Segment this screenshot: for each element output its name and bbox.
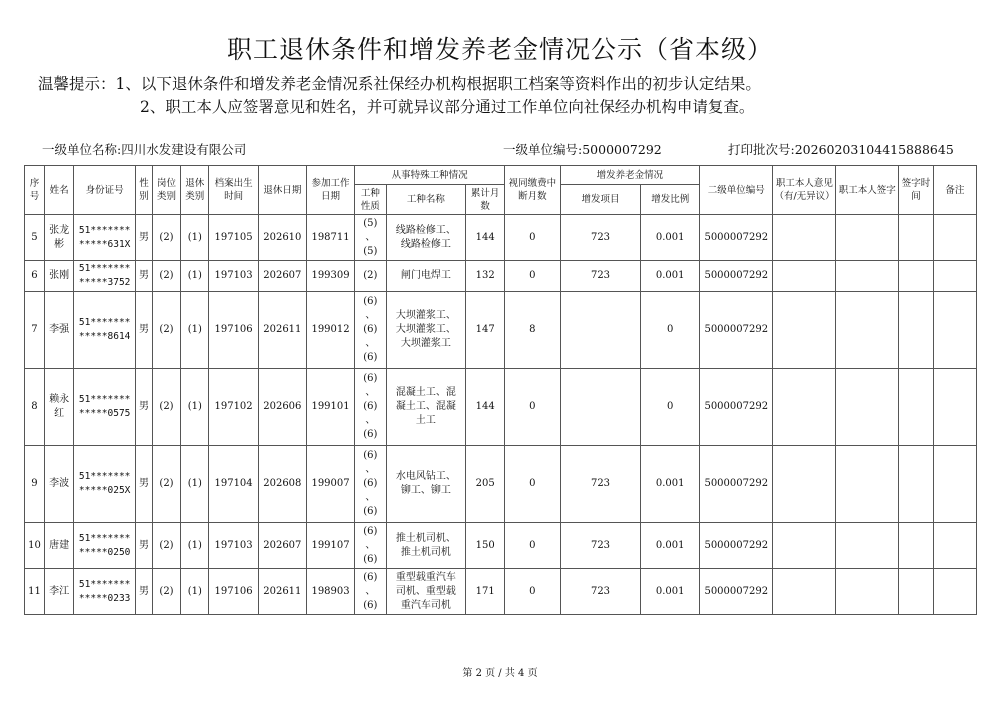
col-retire-type: 退休类别 [181,166,209,215]
cell-special-nature-line: (6) [363,478,378,489]
cell-increase-ratio: 0.001 [641,523,700,569]
cell-birth: 197104 [209,446,258,523]
cell-gender: 男 [136,215,153,261]
cell-sign-time [899,261,934,292]
table-row [25,261,977,292]
cell-special-nature-line: 、 [365,539,376,551]
cell-unit2-code: 5000007292 [700,446,773,523]
cell-special-months: 132 [466,261,505,292]
cell-id [74,215,136,261]
cell-increase-ratio: 0 [641,292,700,369]
cell-id [74,292,136,369]
cell-special-months: 147 [466,292,505,369]
cell-signature [836,292,899,369]
cell-birth: 197103 [209,523,258,569]
cell-special-months: 144 [466,215,505,261]
cell-retire-date: 202611 [258,292,306,369]
cell-gender: 男 [136,261,153,292]
col-name: 姓名 [44,166,73,215]
col-seq: 序号 [25,166,45,215]
cell-increase-ratio: 0.001 [641,569,700,615]
cell-interrupt: 0 [505,261,561,292]
cell-special-nature-line: (6) [363,352,378,363]
cell-sign-time [899,446,934,523]
cell-special-nature-line: 、 [365,310,376,321]
unit-name-field [42,140,246,158]
tip-text-1: 1、以下退休条件和增发养老金情况系社保经办机构根据职工档案等资料作出的初步认定结果。 [115,75,761,93]
col-special-name: 工种名称 [386,185,466,215]
cell-special-name-line: 混凝土工、混 [395,387,456,398]
cell-retire-date: 202606 [258,369,306,446]
col-work-date: 参加工作日期 [306,166,354,215]
col-sign-time: 签字时间 [899,166,934,215]
batch-value: 20260203104415888645 [794,142,954,157]
cell-special-nature-line: 、 [365,387,376,398]
col-id: 身份证号 [74,166,136,215]
cell-interrupt: 0 [505,523,561,569]
cell-sign-time [899,523,934,569]
cell-name: 唐建 [44,523,73,569]
cell-seq: 10 [25,523,45,569]
cell-special-nature-line: 、 [365,415,376,426]
col-birth: 档案出生时间 [209,166,258,215]
cell-unit2-code: 5000007292 [700,215,773,261]
tip-line-1 [38,73,761,96]
cell-post-type: (2) [152,569,180,615]
cell-special-nature [355,369,386,446]
cell-increase-ratio: 0 [641,369,700,446]
cell-opinion [773,569,836,615]
id-part-2: *****8614 [78,331,131,342]
cell-special-name [386,292,466,369]
page-footer: 第 2 页 / 共 4 页 [462,668,538,679]
cell-post-type: (2) [152,369,180,446]
cell-special-nature [355,569,386,615]
cell-special-name-line: 司机、重型载 [395,585,456,597]
cell-special-name-line: 凝土工、混凝 [395,401,456,412]
cell-special-name-line: 推土机司机、 [395,532,456,544]
cell-signature [836,446,899,523]
cell-interrupt: 0 [505,215,561,261]
cell-special-name [386,369,466,446]
cell-remark [933,369,976,446]
cell-gender: 男 [136,523,153,569]
batch-label: 打印批次号: [728,142,795,157]
unit-name-label: 一级单位名称: [42,142,122,157]
col-special-nature: 工种性质 [355,185,386,215]
cell-post-type: (2) [152,446,180,523]
cell-work-date: 198903 [306,569,354,615]
cell-special-nature-line: 、 [365,585,376,597]
unit-code-field [503,140,662,158]
cell-special-months: 144 [466,369,505,446]
cell-increase-item: 723 [560,446,641,523]
col-opinion: 职工本人意见（有/无异议） [773,166,836,215]
cell-unit2-code: 5000007292 [700,569,773,615]
cell-increase-item: 723 [560,523,641,569]
cell-opinion [773,215,836,261]
cell-special-nature [355,215,386,261]
cell-seq: 9 [25,446,45,523]
col-retire-date: 退休日期 [258,166,306,215]
cell-special-months: 171 [466,569,505,615]
col-special-group: 从事特殊工种情况 [355,166,505,185]
cell-seq: 8 [25,369,45,446]
cell-special-nature-line: 、 [365,231,376,243]
cell-work-date: 199012 [306,292,354,369]
cell-retire-date: 202611 [258,569,306,615]
cell-special-nature-line: (6) [363,296,378,307]
col-signature: 职工本人签字 [836,166,899,215]
cell-special-nature-line: (6) [363,401,378,412]
cell-name: 张刚 [44,261,73,292]
table-row [25,369,977,446]
cell-work-date: 198711 [306,215,354,261]
cell-special-nature-line: (6) [363,429,378,440]
cell-retire-type: (1) [181,292,209,369]
id-part-2: *****0575 [78,408,131,419]
cell-gender: 男 [136,569,153,615]
col-increase-item: 增发项目 [560,185,641,215]
cell-unit2-code: 5000007292 [700,369,773,446]
cell-special-nature-line: (2) [363,270,378,281]
cell-special-nature-line: (5) [363,217,378,229]
cell-seq: 6 [25,261,45,292]
id-part-2: *****0250 [78,546,131,558]
cell-retire-type: (1) [181,523,209,569]
cell-retire-date: 202610 [258,215,306,261]
cell-seq: 5 [25,215,45,261]
tip-line-2: 2、职工本人应签署意见和姓名，并可就异议部分通过工作单位向社保经办机构申请复查。 [140,98,755,116]
cell-id [74,446,136,523]
cell-retire-date: 202608 [258,446,306,523]
cell-work-date: 199107 [306,523,354,569]
cell-special-name [386,569,466,615]
cell-increase-item [560,292,641,369]
retirement-table [24,165,977,615]
cell-name: 张龙彬 [44,215,73,261]
cell-birth: 197106 [209,292,258,369]
cell-interrupt: 0 [505,569,561,615]
cell-retire-type: (1) [181,369,209,446]
cell-increase-ratio: 0.001 [641,446,700,523]
cell-increase-item: 723 [560,261,641,292]
id-part-1: 51******* [78,532,131,544]
cell-remark [933,215,976,261]
cell-special-nature-line: (6) [363,373,378,384]
cell-post-type: (2) [152,292,180,369]
cell-name: 李波 [44,446,73,523]
cell-opinion [773,261,836,292]
cell-post-type: (2) [152,215,180,261]
unit-code-value: 5000007292 [582,142,662,157]
cell-interrupt: 0 [505,446,561,523]
cell-special-nature [355,446,386,523]
cell-sign-time [899,292,934,369]
cell-retire-type: (1) [181,569,209,615]
cell-signature [836,523,899,569]
cell-unit2-code: 5000007292 [700,292,773,369]
cell-remark [933,446,976,523]
cell-special-name-line: 线路检修工 [400,238,451,250]
cell-post-type: (2) [152,523,180,569]
cell-opinion [773,446,836,523]
col-interrupt: 视同缴费中断月数 [505,166,561,215]
cell-retire-type: (1) [181,446,209,523]
cell-remark [933,523,976,569]
cell-special-name-line: 闸门电焊工 [400,270,451,281]
cell-birth: 197103 [209,261,258,292]
col-increase-ratio: 增发比例 [641,185,700,215]
cell-name: 李江 [44,569,73,615]
cell-special-name-line: 线路检修工、 [395,224,456,236]
batch-field [728,140,954,158]
cell-retire-date: 202607 [258,523,306,569]
cell-special-nature-line: (6) [363,553,378,565]
cell-special-nature [355,261,386,292]
table-row [25,215,977,261]
cell-work-date: 199007 [306,446,354,523]
unit-name-value: 四川水发建设有限公司 [121,142,247,157]
cell-retire-type: (1) [181,261,209,292]
col-gender: 性别 [136,166,153,215]
cell-special-name-line: 大坝灌浆工 [400,338,451,349]
cell-increase-ratio: 0.001 [641,261,700,292]
cell-special-name-line: 铆工、铆工 [400,485,451,496]
id-part-1: 51******* [78,471,131,482]
cell-interrupt: 8 [505,292,561,369]
cell-special-name-line: 大坝灌浆工、 [395,310,456,321]
cell-special-nature-line: (6) [363,571,378,583]
col-increase-group: 增发养老金情况 [560,166,699,185]
page-title: 职工退休条件和增发养老金情况公示（省本级） [226,35,773,64]
cell-sign-time [899,569,934,615]
id-part-1: 51******* [78,224,131,236]
cell-id [74,261,136,292]
cell-signature [836,261,899,292]
cell-special-name-line: 水电风钻工、 [395,471,456,482]
cell-unit2-code: 5000007292 [700,261,773,292]
cell-increase-item: 723 [560,569,641,615]
cell-birth: 197105 [209,215,258,261]
cell-signature [836,215,899,261]
cell-special-name [386,446,466,523]
table-row [25,292,977,369]
id-part-2: *****631X [78,238,131,250]
cell-special-name [386,523,466,569]
cell-name: 李强 [44,292,73,369]
col-unit2-code: 二级单位编号 [700,166,773,215]
cell-seq: 7 [25,292,45,369]
cell-special-nature-line: 、 [365,464,376,475]
cell-increase-ratio: 0.001 [641,215,700,261]
cell-special-name [386,215,466,261]
cell-sign-time [899,215,934,261]
cell-id [74,523,136,569]
cell-opinion [773,292,836,369]
cell-seq: 11 [25,569,45,615]
cell-special-nature-line: (6) [363,324,378,335]
cell-special-nature-line: (6) [363,506,378,517]
unit-code-label: 一级单位编号: [503,142,583,157]
cell-signature [836,569,899,615]
cell-opinion [773,523,836,569]
cell-increase-item: 723 [560,215,641,261]
cell-remark [933,292,976,369]
cell-gender: 男 [136,369,153,446]
cell-birth: 197106 [209,569,258,615]
cell-sign-time [899,369,934,446]
cell-special-nature [355,523,386,569]
cell-special-name-line: 重型载重汽车 [395,571,456,583]
cell-post-type: (2) [152,261,180,292]
id-part-2: *****025X [78,485,131,496]
cell-special-nature-line: 、 [365,338,376,349]
id-part-1: 51******* [78,394,131,405]
cell-gender: 男 [136,292,153,369]
cell-special-nature-line: (5) [363,245,378,257]
cell-id [74,569,136,615]
cell-retire-type: (1) [181,215,209,261]
cell-special-name-line: 推土机司机 [400,546,451,558]
cell-special-nature-line: (6) [363,450,378,461]
cell-special-nature-line: (6) [363,525,378,537]
id-part-1: 51******* [78,263,131,274]
id-part-2: *****3752 [78,277,131,288]
col-remark: 备注 [933,166,976,215]
cell-special-name-line: 重汽车司机 [400,599,451,611]
cell-name: 赖永红 [44,369,73,446]
table-row [25,446,977,523]
cell-special-name-line: 大坝灌浆工、 [395,324,456,335]
tips-block [38,73,761,119]
cell-work-date: 199101 [306,369,354,446]
id-part-1: 51******* [78,578,131,590]
table-row [25,523,977,569]
cell-special-name [386,261,466,292]
cell-id [74,369,136,446]
cell-gender: 男 [136,446,153,523]
cell-special-months: 205 [466,446,505,523]
col-special-months: 累计月数 [466,185,505,215]
id-part-1: 51******* [78,317,131,328]
cell-remark [933,261,976,292]
cell-special-months: 150 [466,523,505,569]
tips-label: 温馨提示： [38,75,116,93]
cell-increase-item [560,369,641,446]
cell-signature [836,369,899,446]
table-row [25,569,977,615]
cell-unit2-code: 5000007292 [700,523,773,569]
cell-interrupt: 0 [505,369,561,446]
id-part-2: *****0233 [78,592,131,604]
cell-remark [933,569,976,615]
cell-opinion [773,369,836,446]
cell-retire-date: 202607 [258,261,306,292]
cell-birth: 197102 [209,369,258,446]
cell-work-date: 199309 [306,261,354,292]
cell-special-nature-line: (6) [363,599,378,611]
cell-special-name-line: 土工 [415,415,436,426]
cell-special-nature [355,292,386,369]
col-post-type: 岗位类别 [152,166,180,215]
cell-special-nature-line: 、 [365,492,376,503]
